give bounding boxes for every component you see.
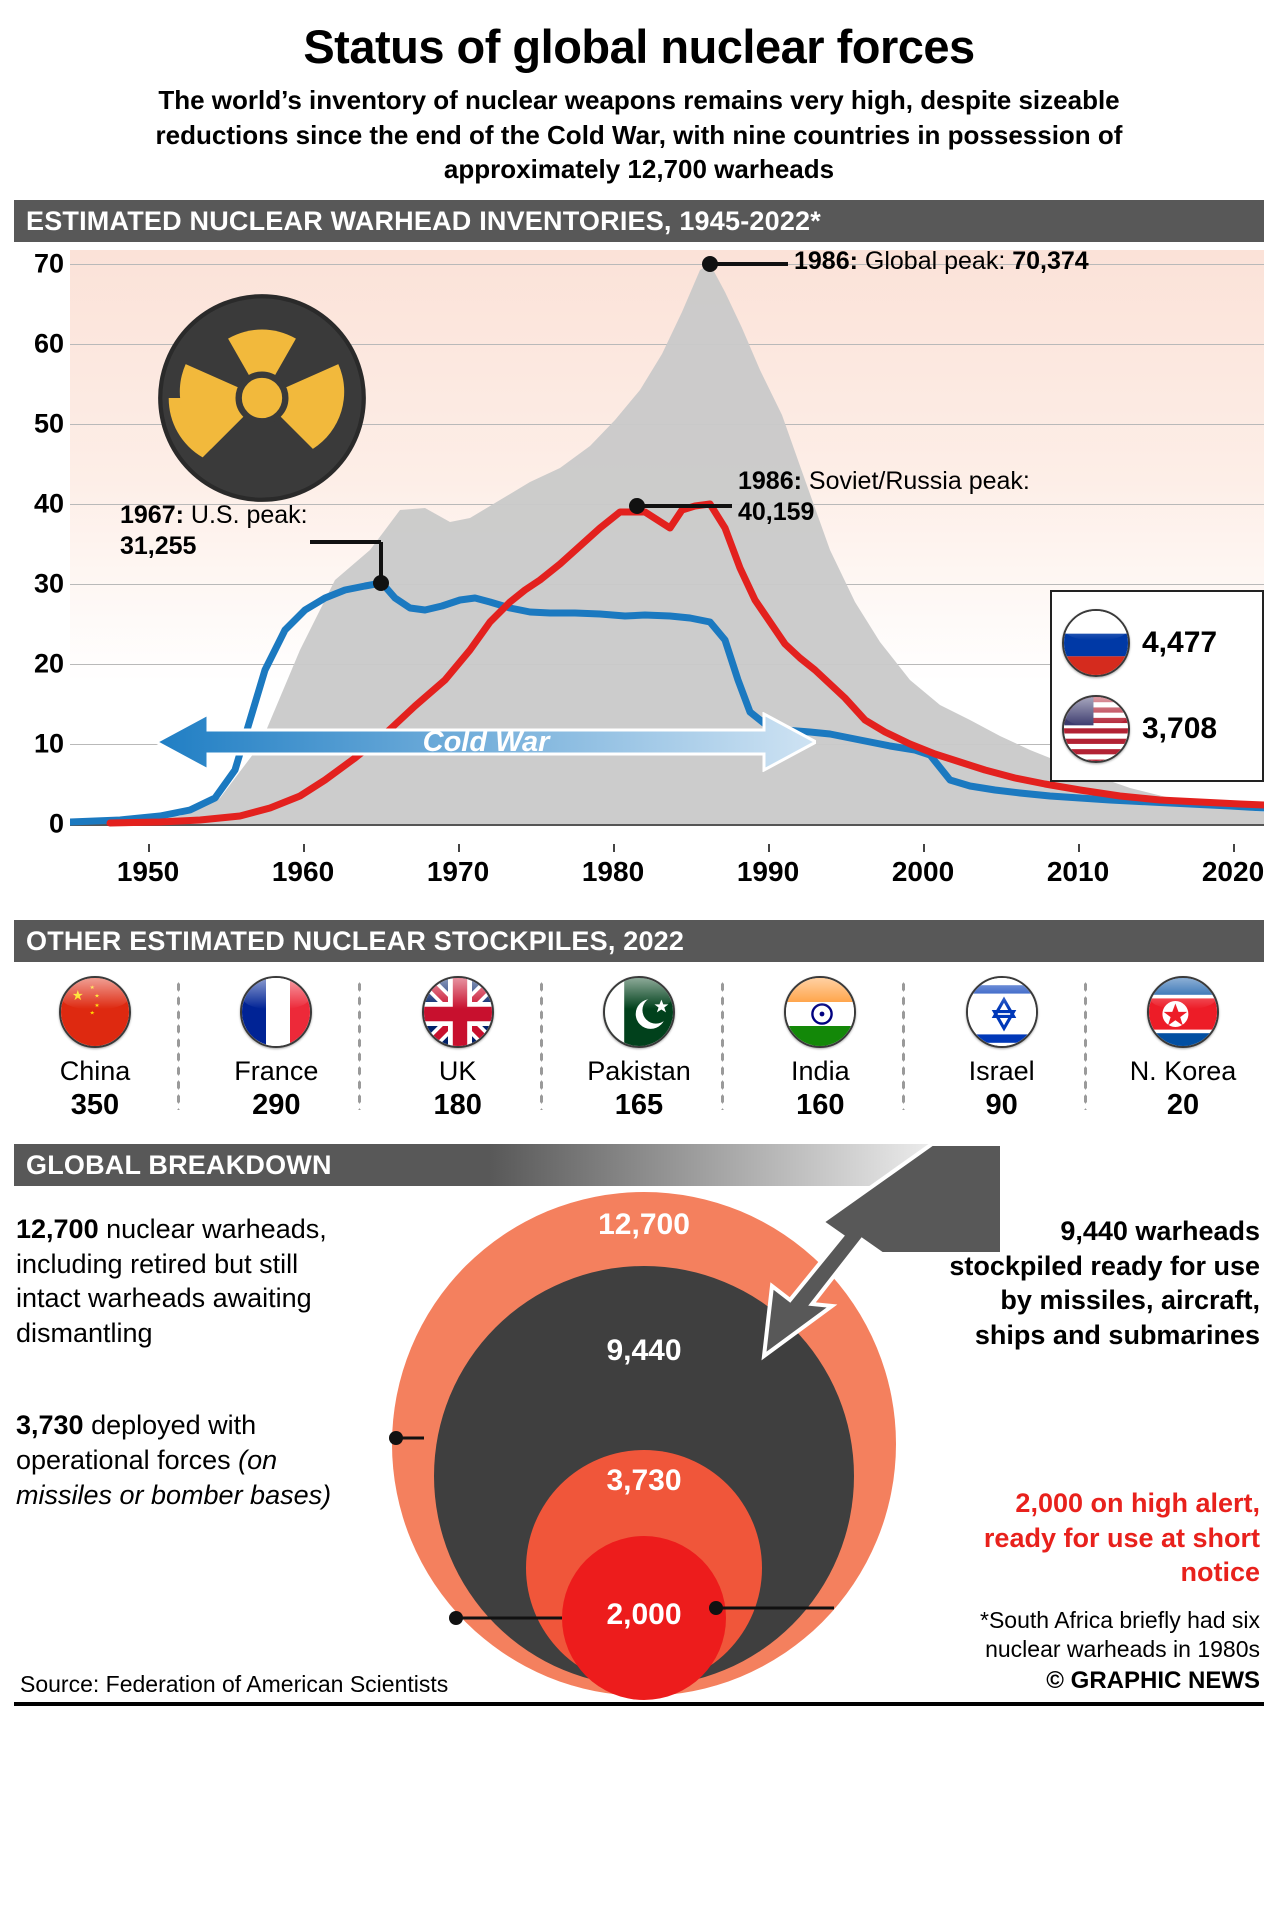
- marker-global-peak: [702, 256, 718, 272]
- stockpile-item-israel: [927, 976, 1077, 1122]
- chart-y-axis: [14, 250, 64, 850]
- page-subtitle: The world’s inventory of nuclear weapons remains very high, despite sizeable reductions since the end of the Cold War, with nine countries in possession of approximately 12,700 warheads: [155, 85, 1123, 184]
- breakdown-left-2-text: deployed with operational forces: [16, 1410, 257, 1476]
- callout-russia-peak-text: Soviet/Russia peak:: [808, 467, 1030, 496]
- flag-india-icon: [784, 976, 856, 1048]
- page-title: Status of global nuclear forces: [303, 20, 975, 73]
- breakdown-left-1-text: nuclear warheads, including retired but still intact warheads awaiting dismantling: [16, 1214, 327, 1348]
- breakdown-right-text: 9,440 warheads stockpiled ready for use by missiles, aircraft, ships and submarines: [949, 1216, 1260, 1350]
- x-tick-1970: 1970: [426, 856, 490, 888]
- y-tick-20: 20: [33, 648, 64, 679]
- stockpile-value-israel: 90: [985, 1089, 1018, 1122]
- cold-war-label: Cold War: [422, 726, 550, 759]
- flag-uk-icon: [422, 976, 494, 1048]
- stockpile-item-north-korea: [1108, 976, 1258, 1122]
- stockpile-name-israel: Israel: [968, 1056, 1035, 1087]
- radiation-icon: [156, 292, 368, 504]
- stockpile-value-north-korea: 20: [1166, 1089, 1200, 1122]
- stockpile-item-france: [201, 976, 351, 1122]
- breakdown-left-2-value: 3,730: [16, 1410, 84, 1441]
- legend-row-russia: [1062, 600, 1252, 686]
- callout-us-peak-year: 1967:: [120, 501, 184, 530]
- breakdown-left-1-value: 12,700: [16, 1214, 99, 1245]
- flag-china-icon: [59, 976, 131, 1048]
- circle-label-9440: 9,440: [606, 1334, 682, 1368]
- y-tick-0: 0: [48, 808, 64, 839]
- callout-russia-peak-value: 40,159: [738, 497, 815, 526]
- circle-label-2000: 2,000: [606, 1598, 682, 1632]
- breakdown-left-text: [16, 1212, 366, 1512]
- x-tick-1990: 1990: [736, 856, 800, 888]
- y-tick-70: 70: [33, 248, 64, 279]
- stockpiles-row: [14, 962, 1264, 1142]
- x-tick-2010: 2010: [1046, 856, 1110, 888]
- infographic-page: [0, 22, 1278, 1924]
- section-header-inventories: [14, 200, 1264, 242]
- flag-israel-icon: [966, 976, 1038, 1048]
- marker-us-peak: [373, 575, 389, 591]
- legend-value-russia: 4,477: [1142, 626, 1218, 660]
- flag-france-icon: [240, 976, 312, 1048]
- y-tick-60: 60: [33, 328, 64, 359]
- y-tick-50: 50: [33, 408, 64, 439]
- source-text: Source: Federation of American Scientists: [20, 1671, 449, 1698]
- callout-us-peak-text: U.S. peak:: [190, 501, 308, 530]
- breakdown-left-block-1: [16, 1212, 366, 1350]
- stockpile-value-india: 160: [796, 1089, 845, 1122]
- stockpile-name-pakistan: Pakistan: [587, 1056, 691, 1087]
- stockpile-item-china: [20, 976, 170, 1122]
- breakdown-alert-text: 2,000 on high alert, ready for use at short notice: [983, 1488, 1260, 1588]
- callout-russia-peak: [738, 466, 1068, 527]
- y-tick-10: 10: [33, 728, 64, 759]
- section-header-breakdown: [14, 1144, 1264, 1186]
- marker-russia-peak: [629, 498, 645, 514]
- stockpile-value-uk: 180: [433, 1089, 482, 1122]
- bottom-rule: [14, 1702, 1264, 1706]
- stockpile-value-pakistan: 165: [614, 1089, 664, 1122]
- callout-us-peak: [120, 500, 355, 561]
- chart-x-axis: [70, 850, 1264, 900]
- footnote-text: *South Africa briefly had six nuclear warheads in 1980s: [980, 1607, 1260, 1663]
- section-header-inventories-label: ESTIMATED NUCLEAR WARHEAD INVENTORIES, 1945-2022*: [26, 205, 821, 236]
- global-breakdown: [14, 1186, 1264, 1706]
- x-tick-1960: 1960: [271, 856, 335, 888]
- stockpile-name-uk: UK: [438, 1056, 477, 1087]
- copyright-text: © GRAPHIC NEWS: [1046, 1666, 1260, 1694]
- section-header-breakdown-label: GLOBAL BREAKDOWN: [26, 1149, 332, 1180]
- flag-pakistan-icon: [603, 976, 675, 1048]
- stockpile-item-pakistan: [564, 976, 714, 1122]
- stockpile-name-france: France: [234, 1056, 319, 1087]
- y-tick-40: 40: [33, 488, 64, 519]
- callout-global-peak: [794, 246, 1114, 277]
- flag-north-korea-icon: [1147, 976, 1219, 1048]
- breakdown-left-block-2: [16, 1408, 366, 1512]
- callout-global-peak-value: 70,374: [1012, 247, 1089, 276]
- stockpile-name-india: India: [791, 1056, 850, 1087]
- callout-global-peak-year: 1986:: [794, 247, 858, 276]
- stockpile-name-china: China: [59, 1056, 131, 1087]
- x-tick-1980: 1980: [581, 856, 645, 888]
- callout-global-peak-text: Global peak:: [864, 247, 1006, 276]
- stockpile-item-india: [745, 976, 895, 1122]
- circle-label-3730: 3,730: [606, 1464, 682, 1498]
- stockpile-name-north-korea: N. Korea: [1129, 1056, 1237, 1087]
- flag-russia-icon: [1062, 609, 1130, 677]
- stockpile-value-china: 350: [70, 1089, 120, 1122]
- breakdown-left-2-italic: (on missiles or bomber bases): [16, 1445, 332, 1510]
- legend-value-us: 3,708: [1142, 712, 1218, 746]
- warhead-inventory-chart: [14, 242, 1264, 942]
- callout-russia-peak-year: 1986:: [738, 467, 802, 496]
- x-tick-1950: 1950: [116, 856, 180, 888]
- stockpile-item-uk: [383, 976, 533, 1122]
- section-header-stockpiles-label: OTHER ESTIMATED NUCLEAR STOCKPILES, 2022: [26, 925, 685, 956]
- y-tick-30: 30: [33, 568, 64, 599]
- chart-plot-area: [70, 247, 1264, 850]
- x-tick-2020: 2020: [1201, 856, 1265, 888]
- cold-war-band: [156, 712, 816, 772]
- callout-us-peak-value: 31,255: [120, 531, 197, 560]
- x-tick-2000: 2000: [891, 856, 955, 888]
- chart-legend: [1050, 590, 1264, 782]
- legend-row-us: [1062, 686, 1252, 772]
- breakdown-footnote: [900, 1606, 1260, 1696]
- stockpile-value-france: 290: [252, 1089, 301, 1122]
- circle-label-12700: 12,700: [598, 1208, 690, 1242]
- flag-us-icon: [1062, 695, 1130, 763]
